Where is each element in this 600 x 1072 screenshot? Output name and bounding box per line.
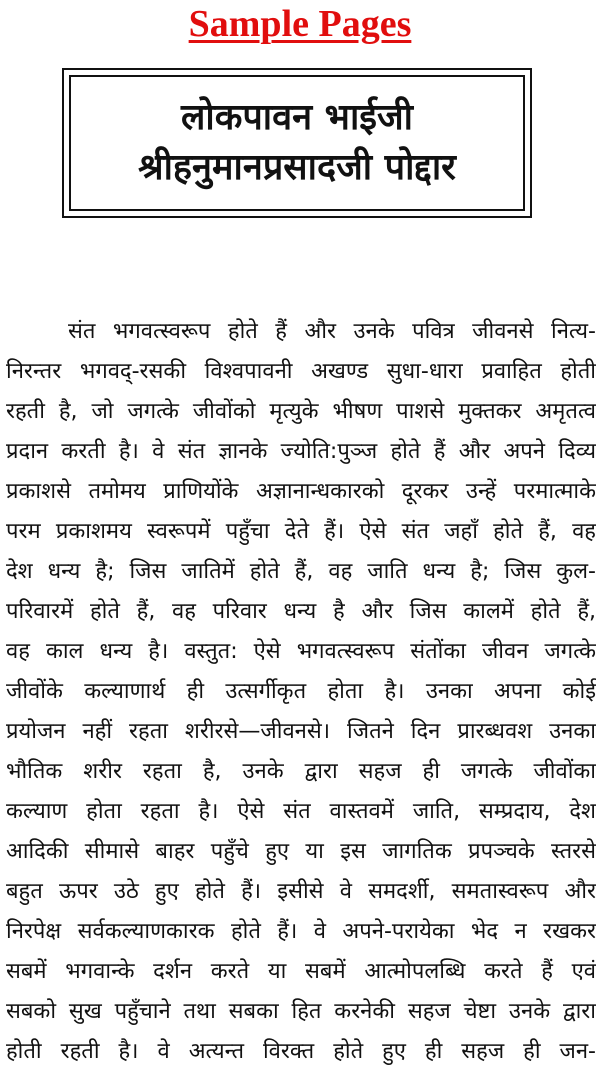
text-line-16: निरपेक्ष सर्वकल्याणकारक होते हैं। वे अपने-परायेका भेद न रखकर <box>6 919 596 944</box>
title-line-2: श्रीहनुमानप्रसादजी पोद्दार <box>138 147 456 188</box>
text-line-18: सबको सुख पहुँचाने तथा सबका हित करनेकी सहज चेष्टा उनके द्वारा <box>6 999 596 1024</box>
text-line-13: कल्याण होता रहता है। ऐसे संत वास्तवमें जाति, सम्प्रदाय, देश <box>6 799 596 824</box>
title-line-1: लोकपावन भाईजी <box>180 97 414 138</box>
title-box <box>62 68 532 218</box>
body-paragraph <box>6 312 596 1072</box>
text-line-5: प्रकाशसे तमोमय प्राणियोंके अज्ञानान्धकारको दूरकर उन्हें परमात्माके <box>6 479 596 504</box>
text-line-10: जीवोंके कल्याणार्थ ही उत्सर्गीकृत होता है। उनका अपना कोई <box>6 679 596 704</box>
sample-pages-header: Sample Pages <box>188 3 412 45</box>
text-line-17: सबमें भगवान्के दर्शन करते या सबमें आत्मोपलब्धि करते हैं एवं <box>6 959 596 984</box>
text-line-11: प्रयोजन नहीं रहता शरीरसे—जीवनसे। जितने दिन प्रारब्धवश उनका <box>6 719 596 744</box>
text-line-6: परम प्रकाशमय स्वरूपमें पहुँचा देते हैं। ऐसे संत जहाँ होते हैं, वह <box>6 519 596 544</box>
text-line-8: परिवारमें होते हैं, वह परिवार धन्य है और जिस कालमें होते हैं, <box>6 599 596 624</box>
text-line-19: होती रहती है। वे अत्यन्त विरक्त होते हुए ही सहज ही जन- <box>6 1039 596 1064</box>
text-line-7: देश धन्य है; जिस जातिमें होते हैं, वह जाति धन्य है; जिस कुल- <box>6 559 596 584</box>
text-line-14: आदिकी सीमासे बाहर पहुँचे हुए या इस जागतिक प्रपञ्चके स्तरसे <box>6 839 596 864</box>
text-line-9: वह काल धन्य है। वस्तुत: ऐसे भगवत्स्वरूप संतोंका जीवन जगत्के <box>6 639 596 664</box>
text-line-4: प्रदान करती है। वे संत ज्ञानके ज्योति:पुञ्ज होते हैं और अपने दिव्य <box>6 439 596 464</box>
text-line-3: रहती है, जो जगत्के जीवोंको मृत्युके भीषण पाशसे मुक्तकर अमृतत्व <box>6 399 596 424</box>
title-box-inner-border <box>69 75 525 211</box>
text-line-1: संत भगवत्स्वरूप होते हैं और उनके पवित्र जीवनसे नित्य- <box>68 319 596 344</box>
text-line-15: बहुत ऊपर उठे हुए होते हैं। इसीसे वे समदर्शी, समतास्वरूप और <box>6 879 596 904</box>
text-line-12: भौतिक शरीर रहता है, उनके द्वारा सहज ही जगत्के जीवोंका <box>6 759 596 784</box>
text-line-2: निरन्तर भगवद्-रसकी विश्वपावनी अखण्ड सुधा-धारा प्रवाहित होती <box>6 359 596 384</box>
